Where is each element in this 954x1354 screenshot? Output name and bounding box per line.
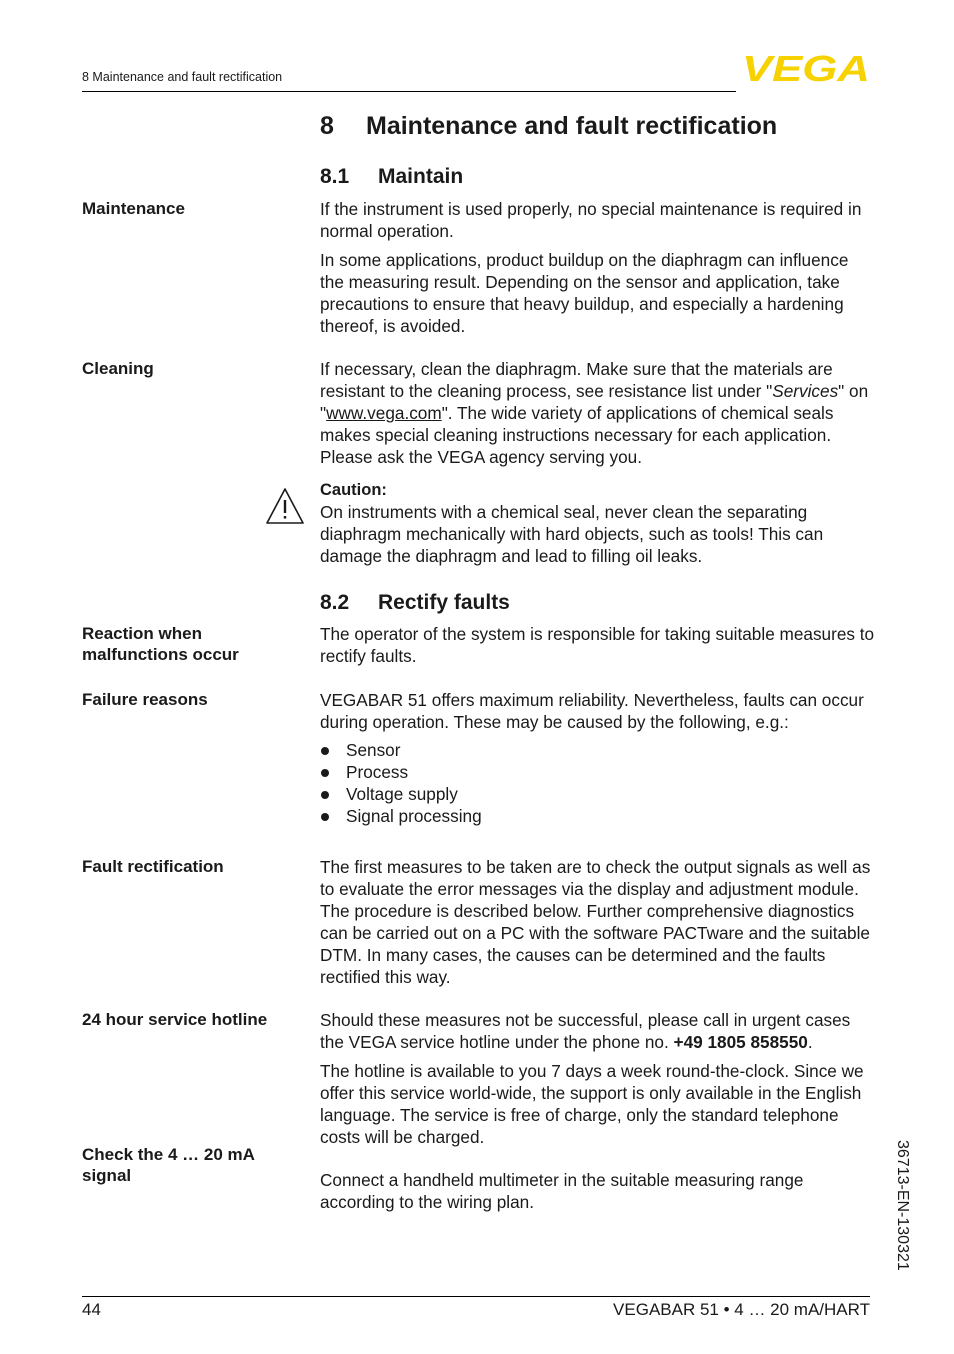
cleaning-text-part: " on " [320, 381, 869, 423]
running-header: 8 Maintenance and fault rectification [82, 70, 283, 84]
section-heading-rectify [320, 591, 510, 615]
maintenance-paragraph-2: In some applications, product buildup on the diaphragm can influence the measuring result. Depending on the sensor and application, take precautions to ensure that heavy buildup, and especially a hardening thereof, is avoided. [320, 250, 849, 336]
hotline-paragraph-2: The hotline is available to you 7 days a week round-the-clock. Since we offer this service world-wide, the support is only available in the English language. The service is free of charge, only the standard telephone costs will be charged. [320, 1061, 864, 1147]
caution-title: Caution: [320, 481, 387, 499]
document-id: 36713-EN-130321 [894, 1140, 911, 1271]
section-heading-maintain [320, 165, 463, 189]
cleaning-text-part: ". The wide variety of applications of chemical seals makes special cleaning instructions necessary for each application. Please ask the VEGA agency serving you. [320, 403, 834, 467]
section-number: 8.1 [320, 165, 350, 188]
hotline-phone-number: +49 1805 858550 [673, 1032, 808, 1052]
check-signal-text: Connect a handheld multimeter in the suitable measuring range according to the wiring plan. [320, 1170, 804, 1212]
hotline-text-part: Should these measures not be successful, please call in urgent cases the VEGA service hotline under the phone no. [320, 1010, 851, 1052]
maintenance-paragraph-1: If the instrument is used properly, no special maintenance is required in normal operation. [320, 199, 862, 241]
vega-logo [742, 52, 872, 89]
section-title: Rectify faults [378, 591, 510, 614]
section-number: 8.2 [320, 591, 350, 614]
header-rule [82, 91, 736, 92]
vega-website-link[interactable]: www.vega.com [326, 403, 442, 423]
list-item: Signal processing [320, 805, 720, 827]
chapter-number: 8 [320, 112, 334, 140]
services-term: Services [772, 381, 839, 401]
caution-block [320, 480, 876, 567]
hotline-text-part: . [807, 1032, 813, 1052]
margin-label-failure-reasons: Failure reasons [82, 690, 208, 709]
margin-label-maintenance: Maintenance [82, 199, 185, 218]
margin-label-check-signal: Check the 4 … 20 mA signal [82, 1145, 255, 1185]
caution-text: On instruments with a chemical seal, never clean the separating diaphragm mechanically with hard objects, such as tools! This can damage the diaphragm and lead to filling oil leaks. [320, 502, 824, 566]
margin-label-fault-rectification: Fault rectification [82, 857, 224, 876]
section-title: Maintain [378, 165, 464, 188]
list-item: Voltage supply [320, 783, 720, 805]
margin-label-hotline: 24 hour service hotline [82, 1010, 268, 1029]
chapter-title: Maintenance and fault rectification [366, 112, 778, 140]
warning-triangle-icon [264, 486, 306, 531]
reaction-text: The operator of the system is responsible for taking suitable measures to rectify faults. [320, 624, 875, 666]
footer-rule [82, 1296, 870, 1297]
chapter-heading [320, 112, 777, 141]
maintenance-text [320, 198, 876, 337]
hotline-text [320, 1009, 876, 1148]
margin-label-reaction: Reaction when malfunctions occur [82, 624, 239, 664]
cleaning-text [320, 358, 876, 468]
list-item: Process [320, 761, 720, 783]
margin-label-cleaning: Cleaning [82, 359, 154, 378]
footer-product: VEGABAR 51 • 4 … 20 mA/HART [613, 1300, 870, 1319]
page-number: 44 [82, 1300, 101, 1319]
fault-rectification-text: The first measures to be taken are to check the output signals as well as to evaluate the error messages via the display and adjustment module. The procedure is described below. Further comprehensive diagnostics can be carried out on a PC with the software PACTware and the suitable DTM. In many cases, the causes can be determined and the faults rectified this way. [320, 857, 871, 987]
failure-text: VEGABAR 51 offers maximum reliability. Nevertheless, faults can occur during operation. These may be caused by the following, e.g.: [320, 690, 864, 732]
list-item: Sensor [320, 739, 720, 761]
svg-text:VEGA: VEGA [742, 52, 870, 84]
failure-reason-list [320, 739, 720, 827]
cleaning-text-part: If necessary, clean the diaphragm. Make sure that the materials are resistant to the cleaning process, see resistance list under " [320, 359, 833, 401]
